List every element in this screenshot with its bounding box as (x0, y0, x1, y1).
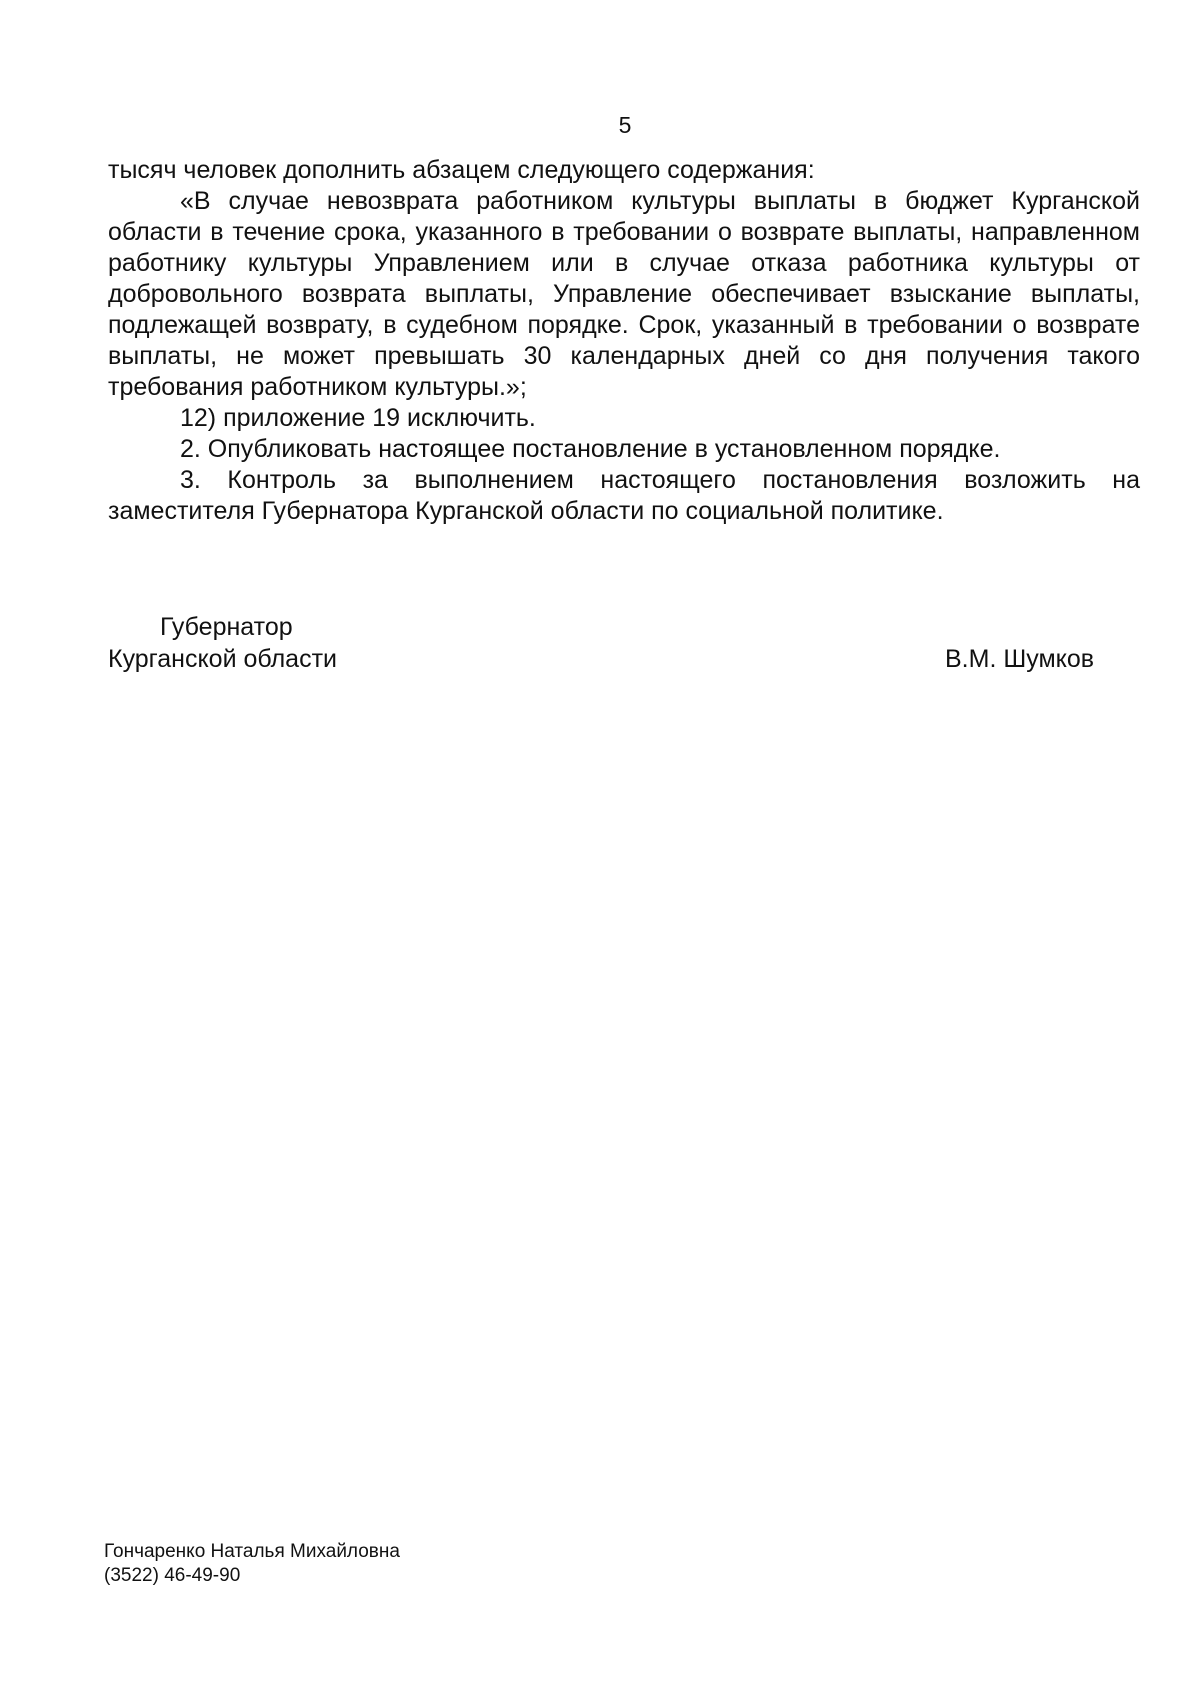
paragraph-item-3: 3. Контроль за выполнением настоящего постановления возложить на заместителя Губернатора Курганской области по социальной политике. (108, 466, 1140, 525)
document-body (108, 155, 1140, 527)
signatory-title: Губернатор (160, 613, 293, 641)
paragraph-item-12: 12) приложение 19 исключить. (180, 404, 536, 432)
executor-block (104, 1540, 400, 1588)
paragraph-continuation: тысяч человек дополнить абзацем следующего содержания: (108, 156, 815, 184)
signatory-role (108, 611, 337, 675)
signatory-name: В.М. Шумков (945, 645, 1095, 673)
executor-phone: (3522) 46-49-90 (104, 1565, 241, 1586)
paragraph-quote: «В случае невозврата работником культуры выплаты в бюджет Курганской области в течение срока, указанного в требовании о возврате выплаты, направленном работнику культуры Управлением или в случае отказа работника культуры от добровольного возврата выплаты, Управление обеспечивает взыскание выплаты, подлежащей возврату, в судебном порядке. Срок, указанный в требовании о возврате выплаты, не может превышать 30 календарных дней со дня получения такого требования работником культуры.»; (108, 187, 1140, 401)
executor-name: Гончаренко Наталья Михайловна (104, 1541, 400, 1562)
paragraph-item-2: 2. Опубликовать настоящее постановление в установленном порядке. (180, 435, 1001, 463)
page-number: 5 (618, 112, 632, 138)
signatory-region: Курганской области (108, 645, 338, 673)
